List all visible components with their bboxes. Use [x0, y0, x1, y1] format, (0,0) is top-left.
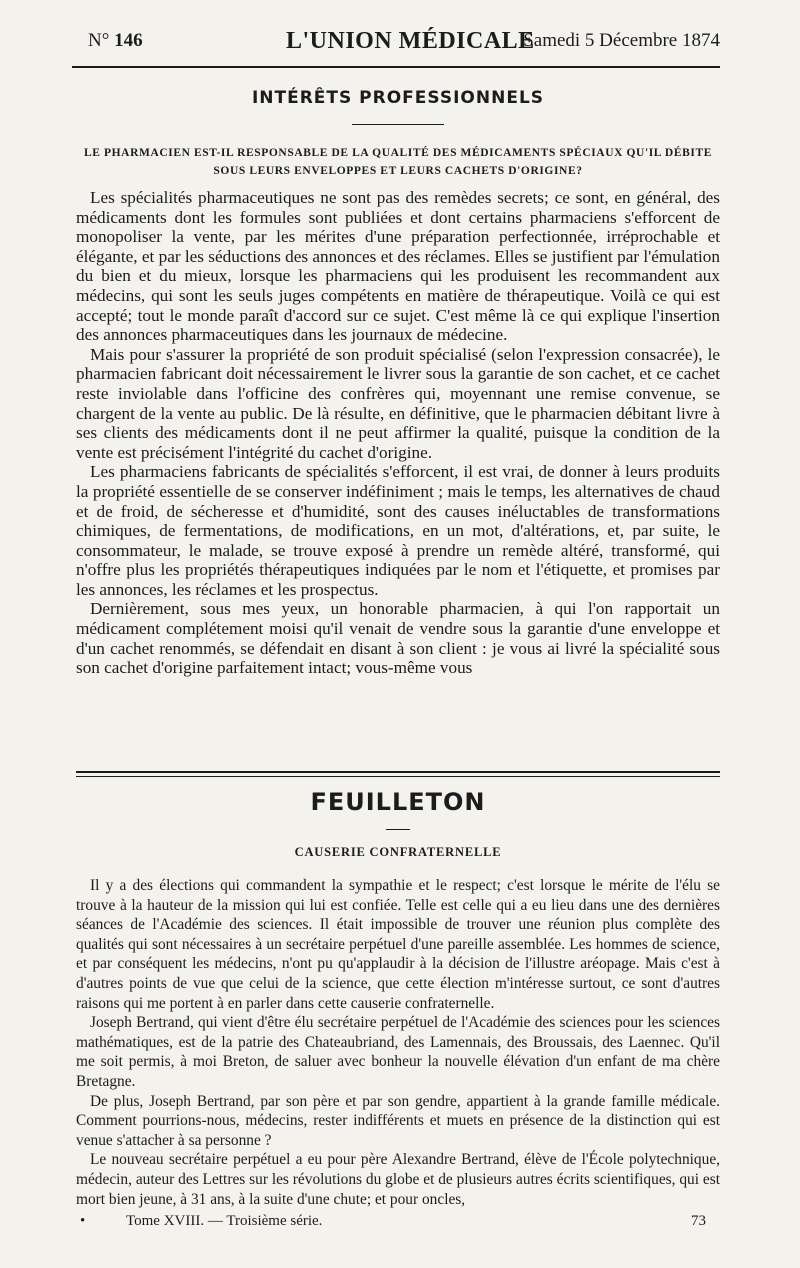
feuilleton-subtitle: CAUSERIE CONFRATERNELLE	[294, 845, 502, 859]
masthead-rule	[72, 66, 720, 68]
article-title: LE PHARMACIEN EST-IL RESPONSABLE DE LA QUALITÉ DES MÉDICAMENTS SPÉCIAUX QU'IL DÉBITE SOUS LEURS ENVELOPPES ET LEURS CACHETS D'ORIGINE?	[84, 147, 712, 177]
article-paragraph: Dernièrement, sous mes yeux, un honorable pharmacien, à qui l'on rapportait un médicament complétement moisi qu'il venait de vendre sous la garantie d'une enveloppe et d'un cachet renommés, se défendait en disant à son client : je vous ai livré la spécialité sous son cachet d'origine parfaitement intact; vous-même vous	[76, 599, 720, 678]
issue-number	[88, 30, 143, 52]
tome-label: Tome XVIII. — Troisième série.	[126, 1213, 323, 1229]
journal-title: L'UNION MÉDICALE	[286, 28, 535, 54]
issue-number-value: 146	[114, 30, 143, 51]
page-footer	[76, 1213, 720, 1237]
feuilleton-paragraph: Le nouveau secrétaire perpétuel a eu pour père Alexandre Bertrand, élève de l'École polytechnique, médecin, auteur des Lettres sur les révolutions du globe et de plusieurs autres écrits scientifiques, qui est mort bien jeune, à 31 ans, à la suite d'une chute; et pour oncles,	[76, 1151, 720, 1208]
feuilleton-paragraph: De plus, Joseph Bertrand, par son père et par son gendre, appartient à la grande famille médicale. Comment pourrions-nous, médecins, rester indifférents et muets en présence de la distinction qui est venue s'attacher à sa personne ?	[76, 1092, 720, 1149]
article-paragraph: Les spécialités pharmaceutiques ne sont pas des remèdes secrets; ce sont, en général, des médicaments dont les formules sont publiées et dont certains pharmaciens s'efforcent de monopoliser la vente, par les mérites d'une préparation perfectionnée, irréprochable et élégante, et par les séductions des annonces et des réclames. Elles se justifient par l'émulation du bien et du mieux, lorsque les pharmaciens qui les produisent les recommandent aux médecins, qui sont les seuls juges compétents en matière de thérapeutique. Voilà ce qui est accepté; tout le monde paraît d'accord sur ce sujet. C'est même là ce qui explique l'insertion des annonces pharmaceutiques dans les journaux de médecine.	[76, 188, 720, 345]
issue-date: Samedi 5 Décembre 1874	[523, 30, 720, 51]
article-body	[76, 188, 720, 678]
article-paragraph: Les pharmaciens fabricants de spécialités s'efforcent, il est vrai, de donner à leurs produits la propriété essentielle de se conserver indéfiniment ; mais le temps, les alternatives de chaud et de froid, de sécheresse et d'humidité, sont des causes inéluctables de transformations chimiques, de fermentations, de modifications, en un mot, d'altérations, et, par suite, le consommateur, le malade, se trouve exposé à prendre un remède altéré, transformé, qui n'offre plus les propriétés thérapeutiques indiquées par le nom et l'étiquette, et promises par les annonces, les réclames et les prospectus.	[76, 462, 720, 599]
footer-mark: •	[80, 1213, 86, 1229]
section-divider	[352, 124, 444, 125]
feuilleton-paragraph: Joseph Bertrand, qui vient d'être élu secrétaire perpétuel de l'Académie des sciences pour les sciences mathématiques, est de la patrie des Chateaubriand, des Lamennais, des Broussais, des Laennec. Qu'il me soit permis, à moi Breton, de saluer avec bonheur la nouvelle élévation d'un enfant de ma chère Bretagne.	[76, 1014, 720, 1090]
page-number: 73	[691, 1213, 706, 1229]
feuilleton-body	[76, 876, 720, 1209]
feuilleton-paragraph: Il y a des élections qui commandent la sympathie et le respect; c'est lorsque le mérite de l'élu se trouve à la hauteur de la mission qui lui est confiée. Telle est celle qui a eu lieu dans une des dernières séances de l'Académie des sciences. Il était impossible de trouver une réunion plus complète des qualités qui sont nécessaires à un secrétaire perpétuel d'une pareille assemblée. Les hommes de science, et par conséquent les médecins, n'ont pu qu'applaudir à la décision de l'illustre aréopage. Mais c'est à d'autres points de vue que celui de la science, que cette élection m'intéresse surtout, ce sont d'autres raisons qui me portent à en parler dans cette causerie confraternelle.	[76, 877, 720, 1012]
section-title: INTÉRÊTS PROFESSIONNELS	[251, 88, 545, 108]
feuilleton-title: FEUILLETON	[310, 788, 486, 816]
masthead	[76, 26, 720, 60]
issue-label: N°	[88, 30, 110, 51]
feuilleton-rule-thin	[76, 776, 720, 777]
article-paragraph: Mais pour s'assurer la propriété de son produit spécialisé (selon l'expression consacrée), le pharmacien fabricant doit nécessairement le livrer sous la garantie de son cachet, et ce cachet reste inviolable dans l'officine des confrères qui, moyennant une remise convenue, se chargent de la vente au public. De là résulte, en définitive, que le pharmacien débitant livre à ses clients des médicaments dont il ne peut affirmer la qualité, puisque la condition de la vente est précisément l'intégrité du cachet d'origine.	[76, 344, 720, 462]
feuilleton-rule-thick	[76, 771, 720, 773]
feuilleton-divider	[386, 829, 410, 830]
